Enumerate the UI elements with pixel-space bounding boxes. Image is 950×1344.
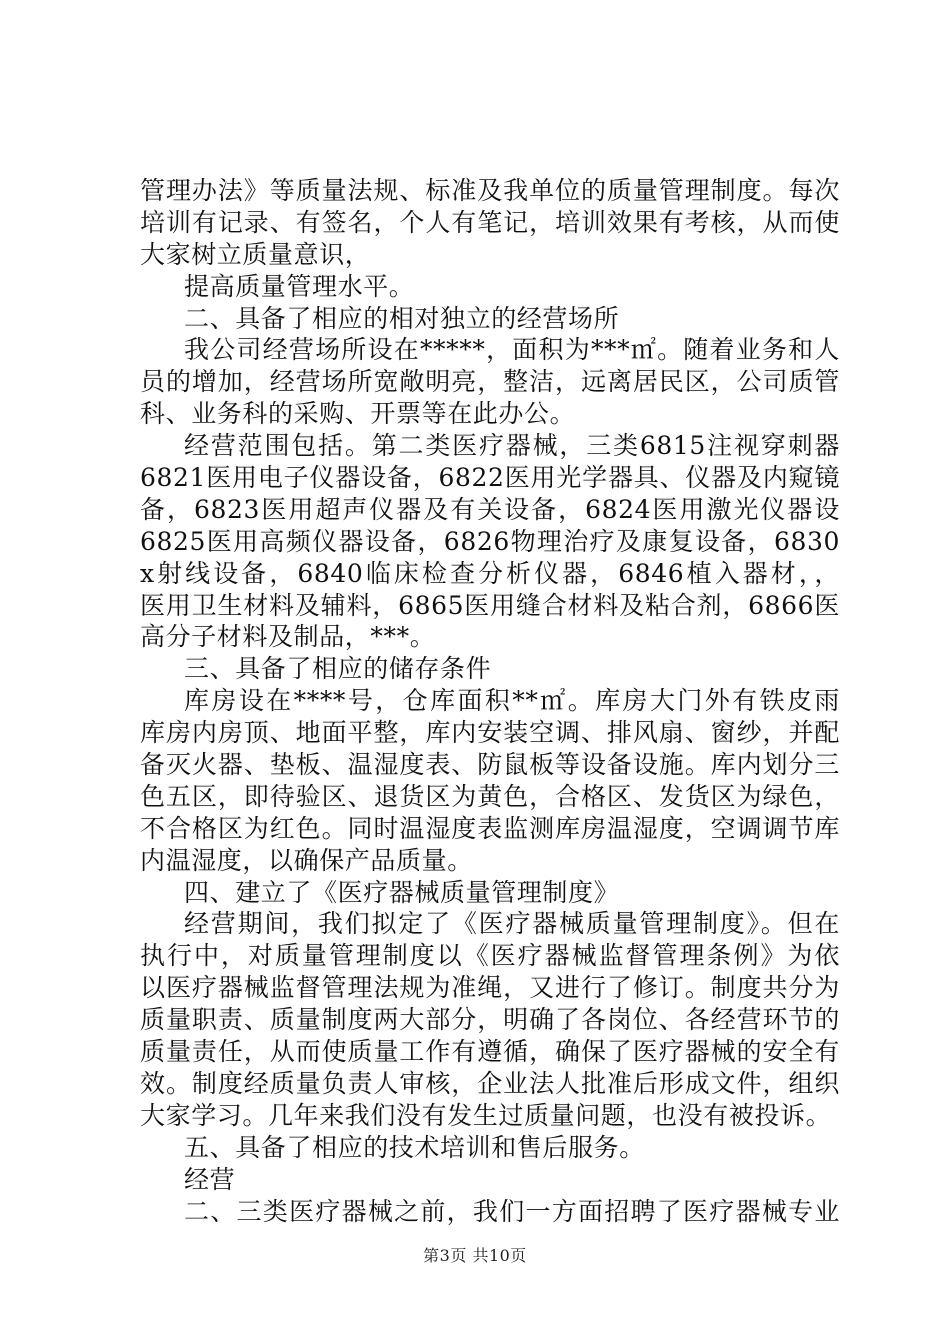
document-body xyxy=(140,175,840,1227)
text-line: 执行中，对质量管理制度以《医疗器械监督管理条例》为依 xyxy=(140,941,840,971)
text-line: 管理办法》等质量法规、标准及我单位的质量管理制度。每次 xyxy=(140,176,840,205)
text-line: 高分子材料及制品，***。 xyxy=(140,622,436,652)
text-line: 备灭火器、垫板、温湿度表、防鼠板等设备设施。库内划分三 xyxy=(140,750,840,780)
text-line: 经营期间，我们拟定了《医疗器械质量管理制度》。但在 xyxy=(184,909,840,939)
text-line: 医用卫生材料及辅料，6865医用缝合材料及粘合剂，6866医 xyxy=(140,590,840,620)
text-line: 色五区，即待验区、退货区为黄色，合格区、发货区为绿色， xyxy=(140,781,840,811)
text-line: 三、具备了相应的储存条件 xyxy=(184,654,492,684)
text-line: 二、具备了相应的相对独立的经营场所 xyxy=(184,303,620,333)
text-line: 库房设在****号，仓库面积**㎡。库房大门外有铁皮雨 xyxy=(184,686,840,716)
text-line: 效。制度经质量负责人审核，企业法人批准后形成文件，组织 xyxy=(140,1068,840,1098)
text-line: 培训有记录、有签名，个人有笔记，培训效果有考核，从而使 xyxy=(140,207,840,237)
text-line: 提高质量管理水平。 xyxy=(184,271,415,301)
text-line: 大家树立质量意识， xyxy=(140,239,371,269)
text-line: 备，6823医用超声仪器及有关设备，6824医用激光仪器设 xyxy=(140,494,840,524)
text-line: 员的增加，经营场所宽敞明亮，整洁，远离居民区，公司质管 xyxy=(140,367,840,397)
text-line: 四、建立了《医疗器械质量管理制度》 xyxy=(184,877,620,907)
text-line: 质量职责、质量制度两大部分，明确了各岗位、各经营环节的 xyxy=(140,1005,840,1035)
text-line: 我公司经营场所设在*****，面积为***㎡。随着业务和人 xyxy=(184,335,840,365)
text-line: 以医疗器械监督管理法规为准绳，又进行了修订。制度共分为 xyxy=(140,973,840,1003)
text-line: 不合格区为红色。同时温湿度表监测库房温湿度，空调调节库 xyxy=(140,813,840,843)
text-line: x射线设备，6840临床检查分析仪器，6846植入器材，， xyxy=(140,558,840,588)
text-line: 6821医用电子仪器设备，6822医用光学器具、仪器及内窥镜 xyxy=(140,463,840,493)
text-line: 内温湿度，以确保产品质量。 xyxy=(140,845,473,875)
text-line: 二、三类医疗器械之前，我们一方面招聘了医疗器械专业 xyxy=(184,1196,840,1226)
page-footer: 第3页 共10页 xyxy=(423,1246,527,1265)
text-line: 经营 xyxy=(184,1164,236,1194)
text-line: 质量责任，从而使质量工作有遵循，确保了医疗器械的安全有 xyxy=(140,1037,840,1067)
text-line: 6825医用高频仪器设备，6826物理治疗及康复设备，6830 xyxy=(140,526,840,556)
text-line: 经营范围包括。第二类医疗器械，三类6815注视穿刺器 xyxy=(184,431,840,461)
text-line: 大家学习。几年来我们没有发生过质量问题，也没有被投诉。 xyxy=(140,1100,832,1130)
text-line: 库房内房顶、地面平整，库内安装空调、排风扇、窗纱，并配 xyxy=(140,718,840,748)
text-line: 科、业务科的采购、开票等在此办公。 xyxy=(140,399,576,429)
text-line: 五、具备了相应的技术培训和售后服务。 xyxy=(184,1132,645,1162)
